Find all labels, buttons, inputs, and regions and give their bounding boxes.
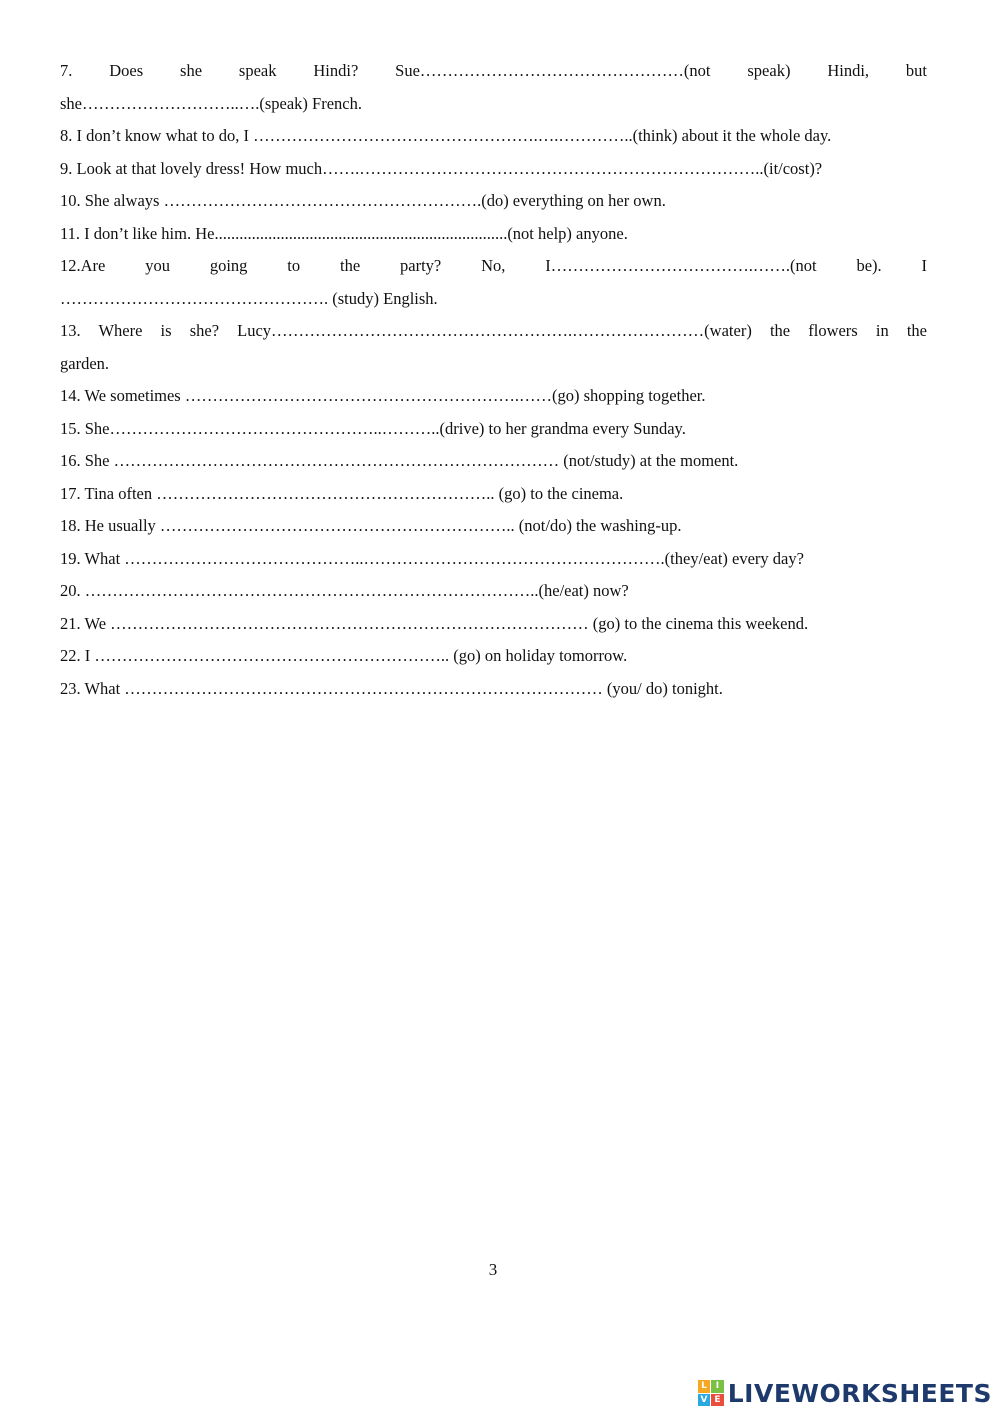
exercise-line-7b: she………………………..….(speak) French.	[60, 93, 362, 113]
exercise-line-13b: garden.	[60, 353, 110, 373]
liveworksheets-brand[interactable]	[698, 1378, 992, 1408]
exercise-line-10: 10. She always ………………………………………………….(do) everything on her own.	[60, 191, 666, 210]
logo-letter-v: V	[698, 1394, 711, 1407]
exercise-line-17: 17. Tina often …………………………………………………….. (go) to the cinema.	[60, 483, 624, 503]
exercise-line-7a: 7. Does she speak Hindi? Sue…………………………………………(not speak) Hindi, but	[60, 61, 927, 80]
logo-letter-l: L	[698, 1380, 711, 1393]
exercise-line-11: 11. I don’t like him. He.......................................................................(not help) anyone.	[60, 223, 628, 243]
exercise-line-21: 21. We …………………………………………………………………………… (go) to the cinema this weekend.	[60, 613, 809, 633]
exercise-line-22: 22. I ……………………………………………………….. (go) on holiday tomorrow.	[60, 646, 628, 665]
exercise-list	[60, 55, 927, 705]
exercise-line-15: 15. She…………………………………………..………..(drive) to her grandma every Sunday.	[60, 418, 686, 438]
exercise-line-9: 9. Look at that lovely dress! How much…….………………………………………………………………..(it/cost)?	[60, 158, 823, 178]
logo-letter-e: E	[711, 1394, 724, 1407]
exercise-line-19: 19. What ……………………………………..……………………………………………….(they/eat) every day?	[60, 548, 804, 568]
exercise-line-12b: …………………………………………. (study) English.	[60, 288, 438, 308]
exercise-line-18: 18. He usually ……………………………………………………….. (not/do) the washing-up.	[60, 516, 682, 535]
exercise-line-13a: 13. Where is she? Lucy……………………………………………….……………………(water) the flowers in the	[60, 321, 927, 340]
brand-name: LIVEWORKSHEETS	[727, 1378, 992, 1408]
liveworksheets-logo-icon	[698, 1380, 724, 1406]
page-number: 3	[488, 1260, 498, 1279]
exercise-line-23: 23. What …………………………………………………………………………… (you/ do) tonight.	[60, 678, 723, 698]
exercise-line-14: 14. We sometimes …………………………………………………….……(go) shopping together.	[60, 386, 706, 405]
exercise-line-16: 16. She ……………………………………………………………………… (not/study) at the moment.	[60, 451, 739, 470]
logo-letter-i: I	[711, 1380, 724, 1393]
exercise-line-12a: 12.Are you going to the party? No, I……………………………….…….(not be). I	[60, 256, 927, 275]
exercise-line-20: 20. ………………………………………………………………………..(he/eat) now?	[60, 581, 629, 600]
exercise-line-8: 8. I don’t know what to do, I …………………………………………….….…………..(think) about it the whole day.	[60, 126, 832, 145]
